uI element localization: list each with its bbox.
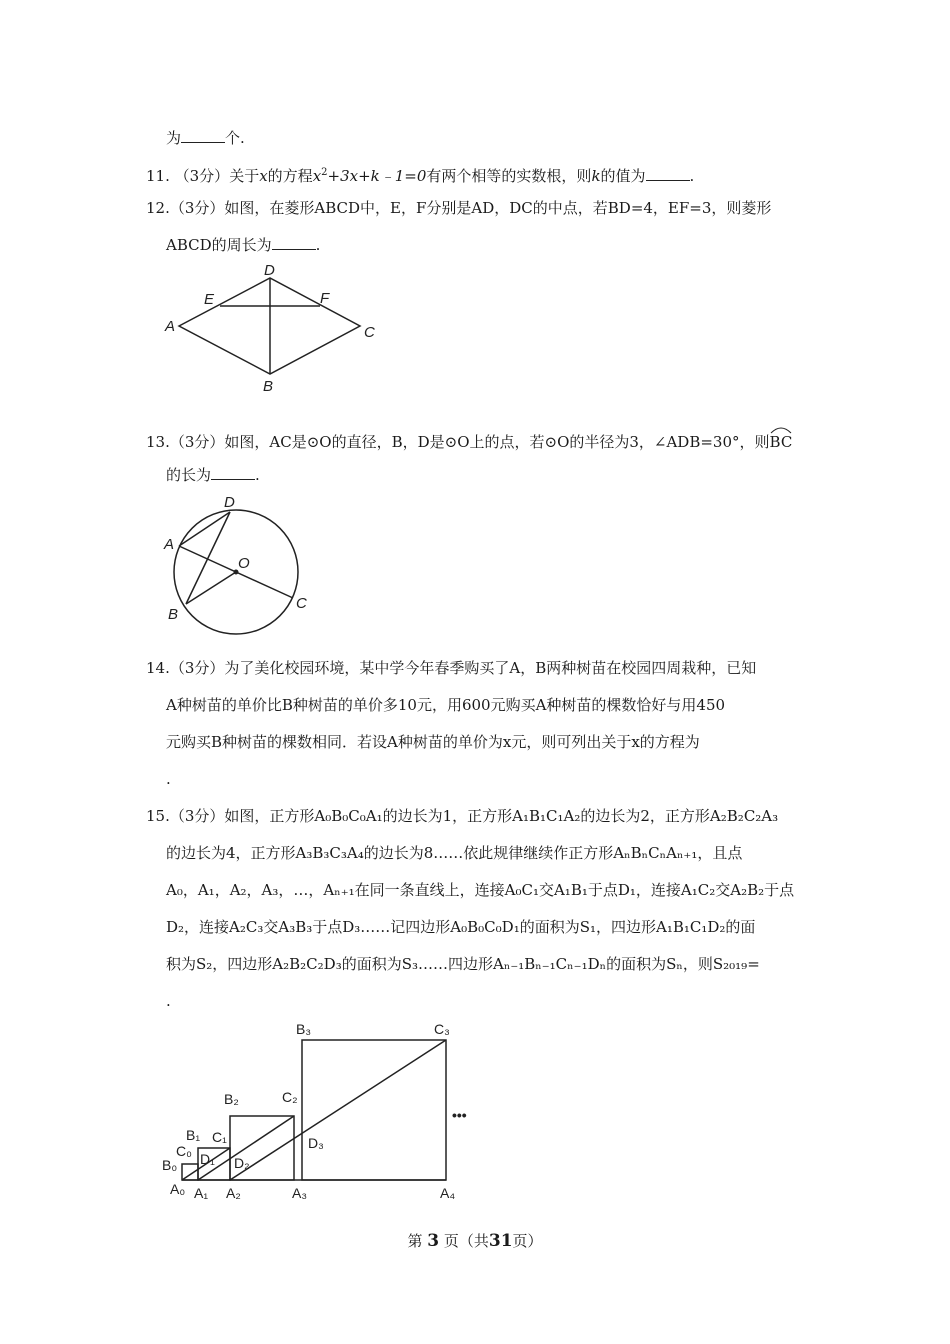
question-13-line2 xyxy=(166,465,260,485)
question-score: （3分） xyxy=(169,433,225,451)
line-a2c3 xyxy=(230,1040,446,1180)
q10-pre: 为 xyxy=(166,129,182,147)
circle-figure xyxy=(150,488,330,648)
label-c1: C₁ xyxy=(212,1129,227,1145)
question-14-line4: . xyxy=(166,770,171,788)
answer-blank xyxy=(646,166,690,181)
q11-exponent: 2 xyxy=(321,167,328,178)
label-c: C xyxy=(296,595,307,612)
label-o: O xyxy=(238,555,250,572)
label-b1: B₁ xyxy=(186,1127,201,1143)
total-pages: 31 xyxy=(488,1231,513,1251)
question-15-line6: . xyxy=(166,992,171,1010)
label-b3: B₃ xyxy=(296,1021,312,1037)
question-number: 14. xyxy=(146,659,170,677)
label-c: C xyxy=(364,324,375,341)
page-footer xyxy=(0,1230,950,1251)
answer-blank xyxy=(181,128,225,143)
q13-text-2: 的长为 xyxy=(166,466,212,484)
squares-figure xyxy=(150,1010,490,1210)
label-d: D xyxy=(224,494,235,511)
label-a: A xyxy=(165,318,176,335)
label-c3: C₃ xyxy=(434,1021,450,1037)
question-14-line3: 元购买B种树苗的棵数相同．若设A种树苗的单价为x元，则可列出关于x的方程为 xyxy=(166,733,700,751)
q10-post: 个. xyxy=(225,129,245,147)
label-d: D xyxy=(264,262,275,279)
question-12-line2 xyxy=(166,235,320,255)
rhombus-figure xyxy=(150,258,390,398)
question-score: （3分） xyxy=(169,659,225,677)
footer-mid: 页（共 xyxy=(443,1232,489,1250)
arc-symbol xyxy=(770,426,792,434)
label-e: E xyxy=(204,291,215,308)
question-11 xyxy=(146,163,694,186)
q15-text-1: 如图，正方形A₀B₀C₀A₁的边长为1，正方形A₁B₁C₁A₂的边长为2，正方形A₂B₂C₂A₃ xyxy=(224,807,779,825)
question-score: （3分） xyxy=(169,199,225,217)
label-b: B xyxy=(168,606,179,623)
label-d3: D₃ xyxy=(308,1135,324,1151)
question-15-line3: A₀，A₁，A₂，A₃，…，Aₙ₊₁在同一条直线上，连接A₀C₁交A₁B₁于点D₁，连接A₁C₂交A₂B₂于点 xyxy=(166,881,795,899)
question-15-line4: D₂，连接A₂C₃交A₃B₃于点D₃……记四边形A₀B₀C₀D₁的面积为S₁，四边形A₁B₁C₁D₂的面 xyxy=(166,918,756,936)
q11-text-c: 有两个相等的实数根，则 xyxy=(426,167,592,185)
label-a3: A₃ xyxy=(292,1185,308,1201)
label-f: F xyxy=(320,290,330,307)
question-15-line1 xyxy=(146,806,778,826)
q12-text-2: ABCD的周长为 xyxy=(166,236,272,254)
q10-tail xyxy=(166,128,245,148)
arc-label: BC xyxy=(769,433,793,451)
label-b: B xyxy=(263,378,274,395)
footer-pre: 第 xyxy=(407,1232,423,1250)
question-14-line2: A种树苗的单价比B种树苗的单价多10元，用600元购买A种树苗的棵数恰好与用450 xyxy=(166,696,726,714)
label-a1: A₁ xyxy=(194,1185,209,1201)
square-3 xyxy=(302,1040,446,1180)
question-score: （3分） xyxy=(174,167,230,185)
q11-var-k: k xyxy=(591,167,601,185)
question-15-line2: 的边长为4，正方形A₃B₃C₃A₄的边长为8……依此规律继续作正方形AₙBₙCₙAₙ₊₁，且点 xyxy=(166,844,743,862)
question-14-line1 xyxy=(146,658,756,678)
q14-text-1: 为了美化校园环境，某中学今年春季购买了A，B两种树苗在校园四周栽种，已知 xyxy=(224,659,757,677)
question-13-line1 xyxy=(146,428,792,452)
q11-var-x: x xyxy=(259,167,268,185)
label-a0: A₀ xyxy=(170,1181,186,1197)
label-a4: A₄ xyxy=(440,1185,456,1201)
q11-text-a: 关于 xyxy=(229,167,260,185)
page-number: 3 xyxy=(427,1231,440,1251)
label-b0: B₀ xyxy=(162,1157,178,1173)
q11-text-b: 的方程 xyxy=(267,167,313,185)
question-number: 13. xyxy=(146,433,170,451)
question-number: 15. xyxy=(146,807,170,825)
q11-equation: +3x+k﹣1=0 xyxy=(327,167,427,185)
q13-end: . xyxy=(255,466,260,484)
label-d2: D₂ xyxy=(234,1155,250,1171)
q11-text-d: 的值为 xyxy=(600,167,646,185)
label-d1: D₁ xyxy=(200,1151,215,1167)
question-number: 12. xyxy=(146,199,170,217)
footer-post: 页） xyxy=(512,1232,543,1250)
ellipsis-mark: ••• xyxy=(452,1107,467,1123)
label-a: A xyxy=(164,536,175,553)
answer-blank xyxy=(272,235,316,250)
label-a2: A₂ xyxy=(226,1185,241,1201)
question-12-line1 xyxy=(146,198,771,218)
question-15-line5: 积为S₂，四边形A₂B₂C₂D₃的面积为S₃……四边形Aₙ₋₁Bₙ₋₁Cₙ₋₁Dₙ的面积为Sₙ，则S₂₀₁₉= xyxy=(166,955,760,973)
label-c0: C₀ xyxy=(176,1143,192,1159)
q11-eq-x: x xyxy=(312,167,322,185)
q12-text: 如图，在菱形ABCD中，E，F分别是AD，DC的中点，若BD=4，EF=3，则菱形 xyxy=(224,199,772,217)
q13-text: 如图，AC是⊙O的直径，B，D是⊙O上的点，若⊙O的半径为3，∠ADB=30°，则 xyxy=(224,433,770,451)
question-number: 11. xyxy=(146,167,170,185)
label-c2: C₂ xyxy=(282,1089,298,1105)
q12-end: . xyxy=(315,236,321,254)
question-score: （3分） xyxy=(169,807,225,825)
label-b2: B₂ xyxy=(224,1091,239,1107)
q11-end: . xyxy=(689,167,695,185)
arc-bc xyxy=(770,428,793,452)
answer-blank xyxy=(211,465,255,480)
